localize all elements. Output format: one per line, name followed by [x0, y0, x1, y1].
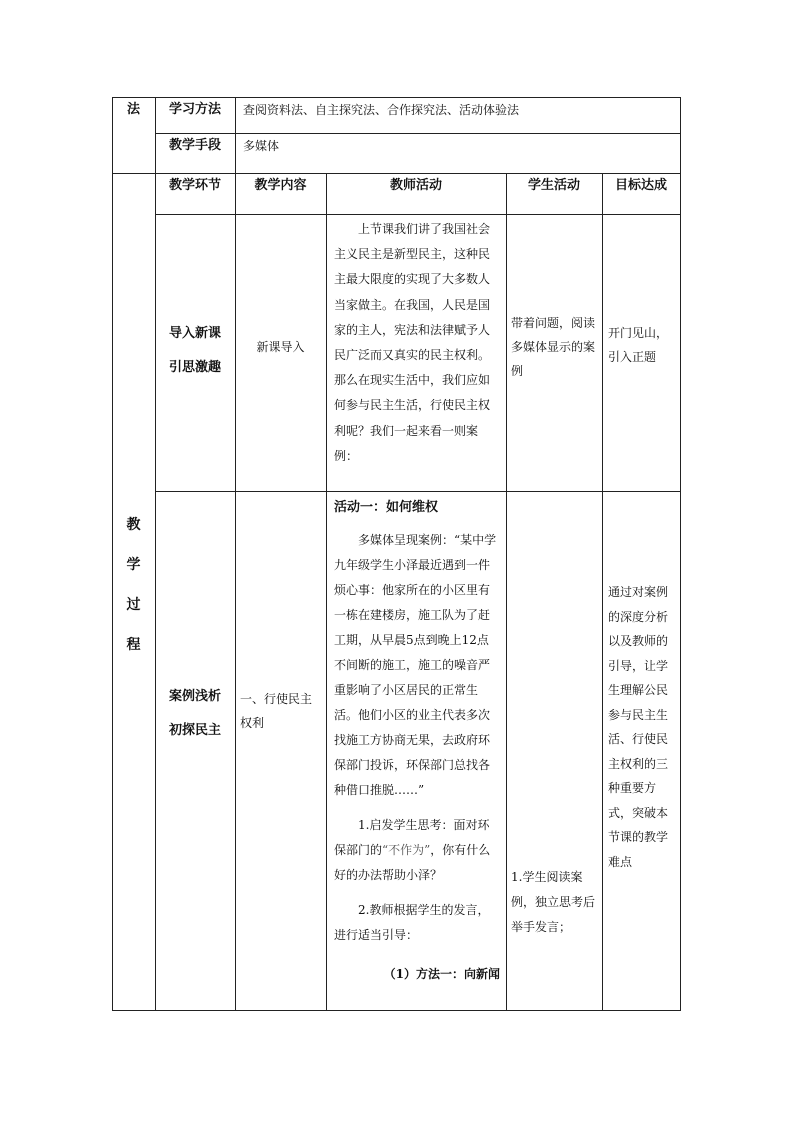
table-border	[235, 97, 236, 173]
means-label: 教学手段	[168, 138, 221, 153]
question-1-pre: 1.启发学生思考：面对环保部门的	[334, 818, 490, 857]
row2-goal: 通过对案例的深度分析以及教师的引导，让学生理解公民参与民主生活、行使民主权利的三种重要方式，突破本节课的教学难点	[608, 585, 669, 869]
activity-title: 活动一：如何维权	[334, 500, 439, 515]
table-border	[235, 173, 236, 1011]
row1-student: 带着问题，阅读多媒体显示的案例	[511, 316, 596, 378]
lesson-plan-table	[112, 97, 681, 1011]
row1-teacher	[334, 217, 500, 469]
row2-content: 一、行使民主权利	[240, 692, 313, 730]
header-student: 学生活动	[527, 178, 580, 193]
fa-label: 法	[126, 102, 140, 117]
table-border	[155, 97, 156, 1011]
row1-step-line: 导入新课	[168, 326, 221, 341]
means-value: 多媒体	[243, 139, 280, 153]
row2-step	[155, 680, 235, 748]
method-1: （1）方法一：向新闻	[383, 967, 500, 981]
row2-teacher	[334, 495, 500, 987]
question-1	[334, 813, 500, 888]
row1-step	[155, 317, 235, 385]
header-step: 教学环节	[168, 178, 221, 193]
row1-step-line: 引思激趣	[168, 360, 221, 375]
row2-step-line: 初探民主	[168, 723, 221, 738]
method-value: 查阅资料法、自主探究法、合作探究法、活动体验法	[243, 103, 520, 117]
header-goal: 目标达成	[614, 178, 667, 193]
method-label: 学习方法	[168, 102, 221, 117]
question-1-post: ，你有什么好的办法帮助小泽？	[334, 843, 491, 882]
row1-teacher-text: 上节课我们讲了我国社会主义民主是新型民主，这种民主最大限度的实现了大多数人当家做主。在我国，人民是国家的主人，宪法和法律赋予人民广泛而又真实的民主权利。那么在现实生活中，我们应如何参与民主生活，行使民主权利呢？我们一起来看一则案例：	[334, 222, 491, 463]
header-teacher: 教师活动	[389, 178, 442, 193]
table-border	[506, 173, 507, 1011]
case-text: 多媒体呈现案例：“某中学九年级学生小泽最近遇到一件烦心事：他家所在的小区里有一栋在建楼房，施工队为了赶工期，从早晨5点到晚上12点不间断的施工，施工的噪音严重影响了小区居民的正常生活。他们小区的业主代表多次找施工方协商无果，去政府环保部门投诉，环保部门总找各种借口推脱……”	[334, 533, 497, 797]
row2-student: 1.学生阅读案例，独立思考后举手发言；	[511, 870, 596, 934]
row2-step-line: 案例浅析	[168, 689, 221, 704]
process-label	[112, 505, 155, 675]
row1-goal: 开门见山，引入正题	[608, 326, 669, 364]
process-char: 学	[126, 557, 141, 573]
process-char: 程	[126, 637, 141, 653]
question-2: 2.教师根据学生的发言，进行适当引导：	[334, 903, 490, 942]
question-1-quote: “不作为”	[382, 843, 431, 857]
table-border	[680, 97, 681, 1011]
table-border	[112, 1010, 681, 1011]
process-char: 教	[126, 517, 141, 533]
row1-content: 新课导入	[256, 340, 305, 354]
table-border	[326, 173, 327, 1011]
header-content: 教学内容	[254, 178, 307, 193]
table-border	[602, 173, 603, 1011]
process-char: 过	[126, 597, 141, 613]
